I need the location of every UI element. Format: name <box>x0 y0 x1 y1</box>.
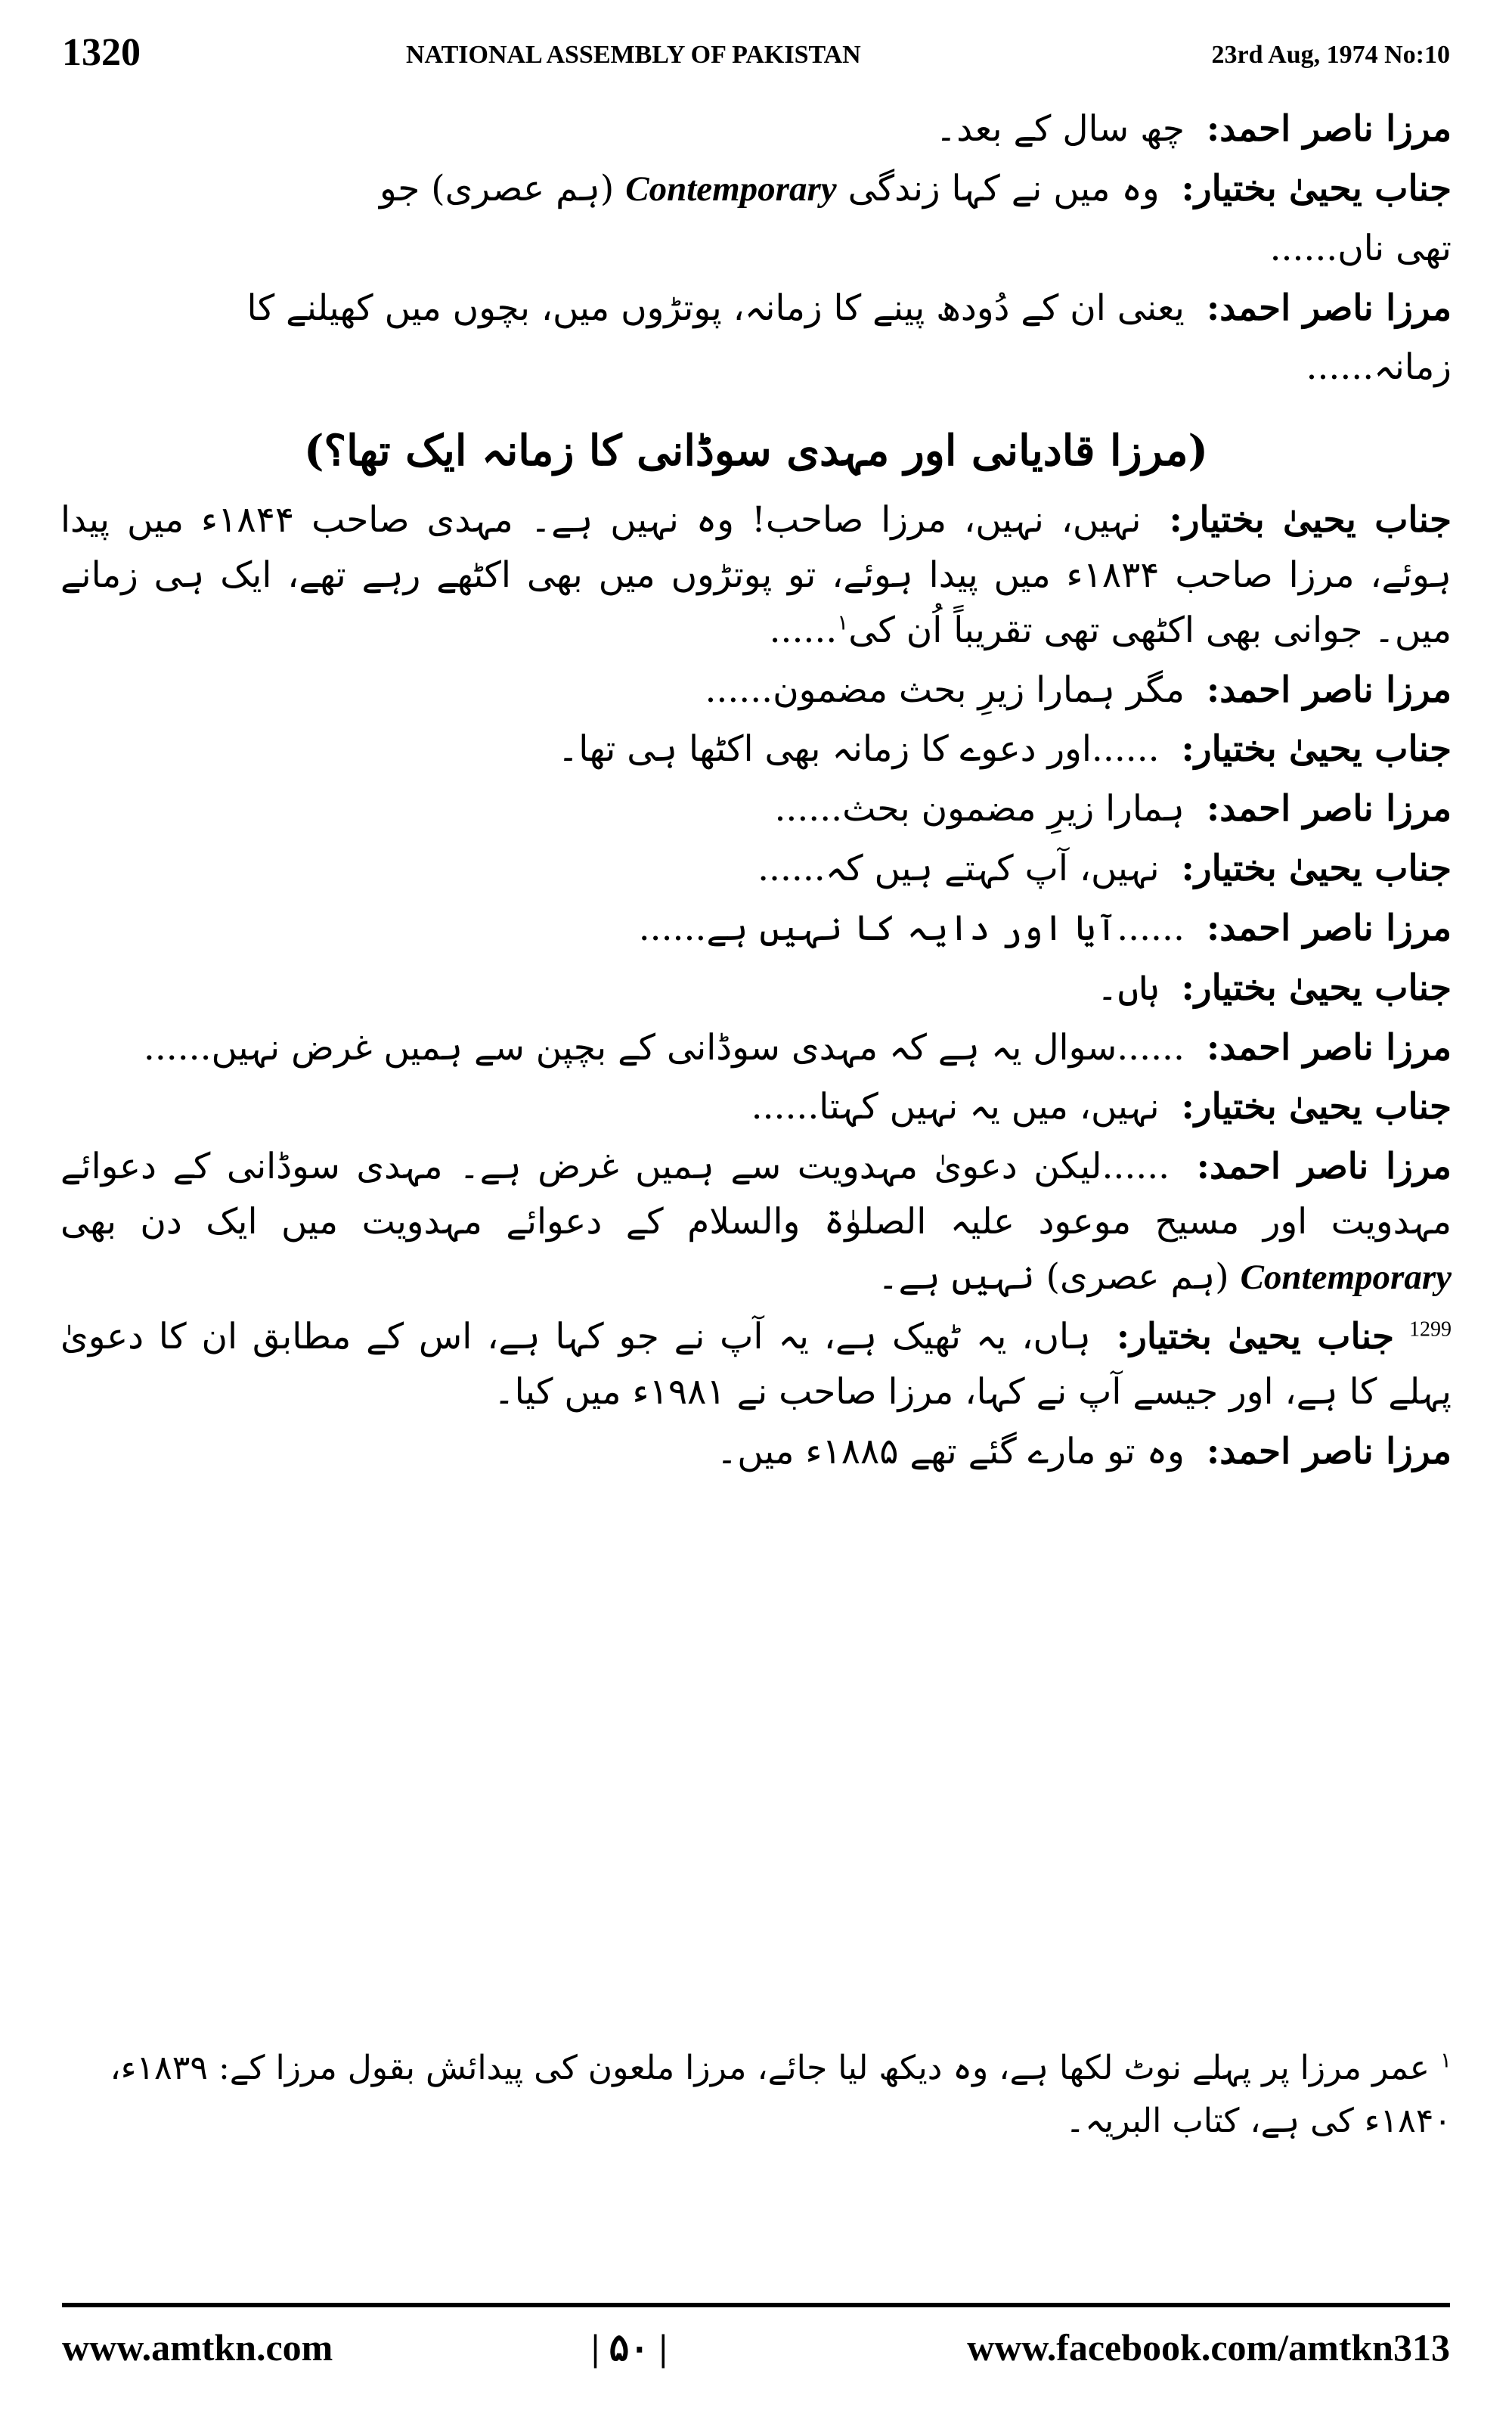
footnote-mark: ۱ <box>1439 2049 1452 2073</box>
footnote-text: عمر مرزا پر پہلے نوٹ لکھا ہے، وہ دیکھ لیا جائے، مرزا ملعون کی پیدائش بقول مرزا کے: ۱۸۳۹ء، ۱۸۴۰ء کی ہے، کتاب البریہ۔ <box>110 2049 1452 2141</box>
speaker-name: جناب یحییٰ بختیار <box>1182 499 1452 541</box>
latin-term: Contemporary <box>1240 1257 1452 1297</box>
dialogue-text: مگر ہمارا زیرِ بحث مضمون...... <box>705 669 1185 711</box>
dialogue-text: وہ میں نے کہا زندگی <box>847 167 1160 209</box>
dialogue-text: ...... <box>769 609 838 651</box>
dialogue-line: مرزا ناصر احمد: یعنی ان کے دُودھ پینے کا زمانہ، پوتڑوں میں، بچوں میں کھیلنے کا <box>246 287 1452 329</box>
header-date: 23rd Aug, 1974 No:10 <box>1211 41 1450 69</box>
dialogue-text: ہاں۔ <box>1096 966 1160 1009</box>
page-footer <box>62 2325 1450 2386</box>
transcript-body <box>60 102 1452 2257</box>
footnote <box>60 2042 1452 2149</box>
dialogue-line: مرزا ناصر احمد: ......آیا اور دایہ کا نہیں ہے...... <box>638 907 1452 949</box>
footnote-reference: ۱ <box>837 611 849 635</box>
dialogue-text: ہمارا زیرِ مضمون بحث...... <box>774 788 1185 830</box>
dialogue-line: مرزا ناصر احمد: وہ تو مارے گئے تھے ۱۸۸۵ء میں۔ <box>716 1430 1452 1472</box>
dialogue-line: جناب یحییٰ بختیار: وہ میں نے کہا زندگی Contemporary (ہم عصری) جو <box>380 167 1452 209</box>
dialogue-continuation: زمانہ...... <box>1306 346 1452 389</box>
source-page-number: 1299 <box>1408 1317 1452 1342</box>
dialogue-line: جناب یحییٰ بختیار: ہاں۔ <box>1096 966 1452 1009</box>
dialogue-line: مرزا ناصر احمد: چھ سال کے بعد۔ <box>935 108 1452 150</box>
dialogue-text: ......آیا اور دایہ کا نہیں ہے...... <box>638 907 1185 949</box>
dialogue-text: نہیں، میں یہ نہیں کہتا...... <box>751 1086 1160 1128</box>
speaker-name: جناب یحییٰ بختیار <box>1194 167 1452 209</box>
speaker-name: جناب یحییٰ بختیار <box>1194 848 1452 890</box>
dialogue-text: (ہم عصری) جو <box>380 167 615 209</box>
footer-rule <box>62 2303 1450 2307</box>
dialogue-line: مرزا ناصر احمد: ......سوال یہ ہے کہ مہدی سوڈانی کے بچپن سے ہمیں غرض نہیں...... <box>143 1026 1452 1069</box>
dialogue-line: جناب یحییٰ بختیار: نہیں، میں یہ نہیں کہتا...... <box>751 1086 1452 1128</box>
speaker-name: مرزا ناصر احمد <box>1219 788 1452 830</box>
dialogue-line: مرزا ناصر احمد: ہمارا زیرِ مضمون بحث...... <box>774 788 1452 830</box>
dialogue-line: مرزا ناصر احمد: ......لیکن دعویٰ مہدویت سے ہمیں غرض ہے۔ مہدی سوڈانی کے دعوائے مہدویت اور مسیح موعود علیہ الصلوٰۃ والسلام کے دعوائے مہدویت میں ایک دن بھی Contemporary (ہم عصری) نہیں ہے۔ <box>60 1146 1452 1298</box>
speaker-name: مرزا ناصر احمد <box>1219 108 1452 150</box>
speaker-name: جناب یحییٰ بختیار <box>1129 1315 1395 1357</box>
dialogue-text: ......اور دعوے کا زمانہ بھی اکٹھا ہی تھا۔ <box>557 728 1160 771</box>
page-header <box>62 30 1450 83</box>
speaker-name: مرزا ناصر احمد <box>1219 1026 1452 1069</box>
dialogue-line: $^{1299}$ جناب یحییٰ بختیار: ہاں، یہ ٹھیک ہے، یہ آپ نے جو کہا ہے، اس کے مطابق ان کا دعویٰ پہلے کا ہے، اور جیسے آپ نے کہا، مرزا صاحب نے ۱۹۸۱ء میں کیا۔ <box>60 1315 1452 1413</box>
facebook-link[interactable]: www.facebook.com/amtkn313 <box>967 2326 1450 2369</box>
dialogue-text: ہاں، یہ ٹھیک ہے، یہ آپ نے جو کہا ہے، اس کے مطابق ان کا دعویٰ پہلے کا ہے، اور جیسے آپ نے کہا، مرزا صاحب نے ۱۹۸۱ء میں کیا۔ <box>60 1315 1452 1413</box>
dialogue-text: (ہم عصری) نہیں ہے۔ <box>878 1255 1229 1298</box>
speaker-name: مرزا ناصر احمد <box>1219 907 1452 949</box>
dialogue-text: نہیں، نہیں، مرزا صاحب! وہ نہیں ہے۔ مہدی صاحب ۱۸۴۴ء میں پیدا ہوئے، مرزا صاحب ۱۸۳۴ء میں پیدا ہوئے، تو پوتڑوں میں بھی اکٹھے رہے تھے، ایک ہی زمانے میں۔ جوانی بھی اکٹھی تھی تقریباً اُن کی <box>60 499 1452 651</box>
dialogue-line: مرزا ناصر احمد: مگر ہمارا زیرِ بحث مضمون...... <box>705 669 1452 711</box>
dialogue-continuation: تھی ناں...... <box>1269 227 1452 269</box>
speaker-name: جناب یحییٰ بختیار <box>1194 966 1452 1009</box>
speaker-name: مرزا ناصر احمد <box>1210 1146 1452 1188</box>
latin-term: Contemporary <box>625 169 837 209</box>
website-link[interactable]: www.amtkn.com <box>62 2326 333 2369</box>
header-title: NATIONAL ASSEMBLY OF PAKISTAN <box>406 41 861 69</box>
speaker-name: مرزا ناصر احمد <box>1219 1430 1452 1472</box>
speaker-name: جناب یحییٰ بختیار <box>1194 1086 1452 1128</box>
dialogue-text: ......لیکن دعویٰ مہدویت سے ہمیں غرض ہے۔ مہدی سوڈانی کے دعوائے مہدویت اور مسیح موعود علیہ الصلوٰۃ والسلام کے دعوائے مہدویت میں ایک دن بھی <box>60 1146 1452 1243</box>
page-number: 1320 <box>62 31 141 74</box>
dialogue-text: وہ تو مارے گئے تھے ۱۸۸۵ء میں۔ <box>716 1430 1185 1472</box>
section-heading: (مرزا قادیانی اور مہدی سوڈانی کا زمانہ ایک تھا؟) <box>303 426 1209 476</box>
dialogue-line: جناب یحییٰ بختیار: نہیں، آپ کہتے ہیں کہ...... <box>758 848 1452 890</box>
speaker-name: مرزا ناصر احمد <box>1219 287 1452 329</box>
dialogue-line: جناب یحییٰ بختیار: ......اور دعوے کا زمانہ بھی اکٹھا ہی تھا۔ <box>557 728 1452 771</box>
dialogue-text: ......سوال یہ ہے کہ مہدی سوڈانی کے بچپن سے ہمیں غرض نہیں...... <box>143 1026 1185 1069</box>
speaker-name: مرزا ناصر احمد <box>1219 669 1452 711</box>
dialogue-line: جناب یحییٰ بختیار: نہیں، نہیں، مرزا صاحب! وہ نہیں ہے۔ مہدی صاحب ۱۸۴۴ء میں پیدا ہوئے، مرزا صاحب ۱۸۳۴ء میں پیدا ہوئے، تو پوتڑوں میں بھی اکٹھے رہے تھے، ایک ہی زمانے میں۔ جوانی بھی اکٹھی تھی تقریباً اُن کی$^۱$...... <box>60 499 1452 651</box>
speaker-name: جناب یحییٰ بختیار <box>1194 728 1452 771</box>
dialogue-text: چھ سال کے بعد۔ <box>935 108 1185 150</box>
dialogue-text: یعنی ان کے دُودھ پینے کا زمانہ، پوتڑوں میں، بچوں میں کھیلنے کا <box>246 287 1185 329</box>
dialogue-text: نہیں، آپ کہتے ہیں کہ...... <box>758 848 1160 890</box>
footer-page-number: | ۵۰ | <box>591 2326 668 2369</box>
